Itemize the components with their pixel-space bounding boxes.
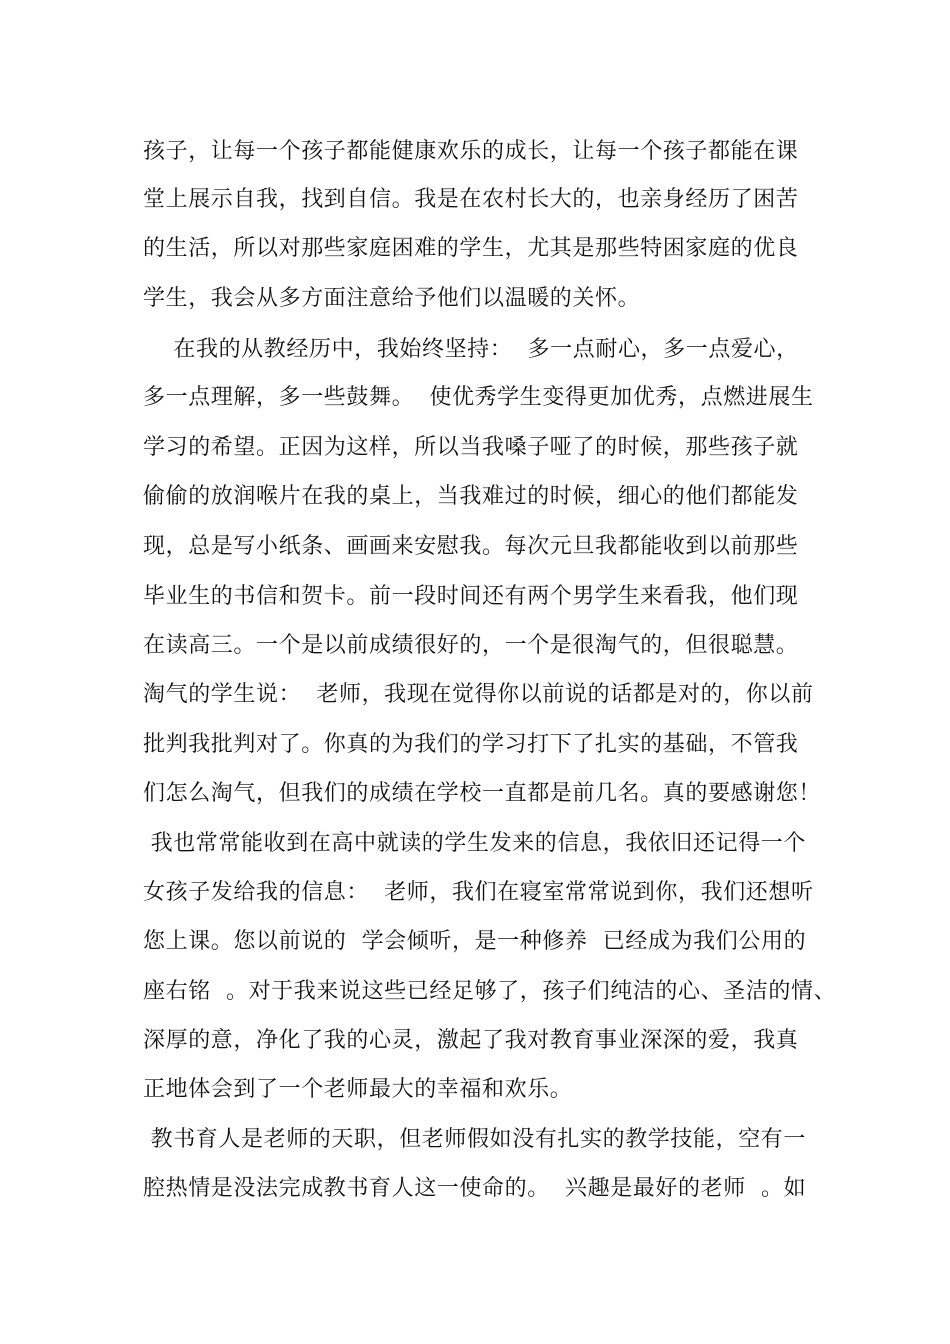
text-line: 深厚的意，净化了我的心灵，激起了我对教育事业深深的爱，我真 [143,1028,799,1053]
text-line: 座右铭 。对于我来说这些已经足够了，孩子们纯洁的心、圣洁的情、 [143,979,837,1004]
text-line: 们怎么淘气，但我们的成绩在学校一直都是前几名。真的要感谢您！ [143,781,822,806]
text-line: 的生活，所以对那些家庭困难的学生，尤其是那些特困家庭的优良 [143,236,799,261]
text-line: 现，总是写小纸条、画画来安慰我。每次元旦我都能收到以前那些 [143,534,799,559]
text-line: 孩子，让每一个孩子都能健康欢乐的成长，让每一个孩子都能在课 [143,139,799,164]
text-line: 正地体会到了一个老师最大的幸福和欢乐。 [143,1077,573,1102]
text-line: 您上课。您以前说的 学会倾听，是一种修养 已经成为我们公用的 [143,929,807,954]
text-line: 教书育人是老师的天职，但老师假如没有扎实的教学技能，空有一 [143,1127,806,1152]
text-line: 在读高三。一个是以前成绩很好的，一个是很淘气的，但很聪慧。 [143,633,799,658]
text-line: 腔热情是没法完成教书育人这一使命的。 兴趣是最好的老师 。如 [143,1176,807,1201]
text-line: 学习的希望。正因为这样，所以当我嗓子哑了的时候，那些孩子就 [143,435,799,460]
text-line: 堂上展示自我，找到自信。我是在农村长大的，也亲身经历了困苦 [143,187,799,212]
text-line: 毕业生的书信和贺卡。前一段时间还有两个男学生来看我，他们现 [143,584,799,609]
text-line: 学生，我会从多方面注意给予他们以温暖的关怀。 [143,286,641,311]
text-line: 我也常常能收到在高中就读的学生发来的信息，我依旧还记得一个 [143,831,806,856]
text-line: 女孩子发给我的信息： 老师，我们在寝室常常说到你，我们还想听 [143,880,814,905]
text-line: 淘气的学生说： 老师，我现在觉得你以前说的话都是对的，你以前 [143,682,814,707]
text-line: 批判我批判对了。你真的为我们的学习打下了扎实的基础，不管我 [143,732,799,757]
text-line: 在我的从教经历中，我始终坚持： 多一点耐心，多一点爱心， [143,337,799,362]
text-line: 多一点理解，多一些鼓舞。 使优秀学生变得更加优秀，点燃进展生 [143,385,814,410]
text-line: 偷偷的放润喉片在我的桌上，当我难过的时候，细心的他们都能发 [143,484,799,509]
